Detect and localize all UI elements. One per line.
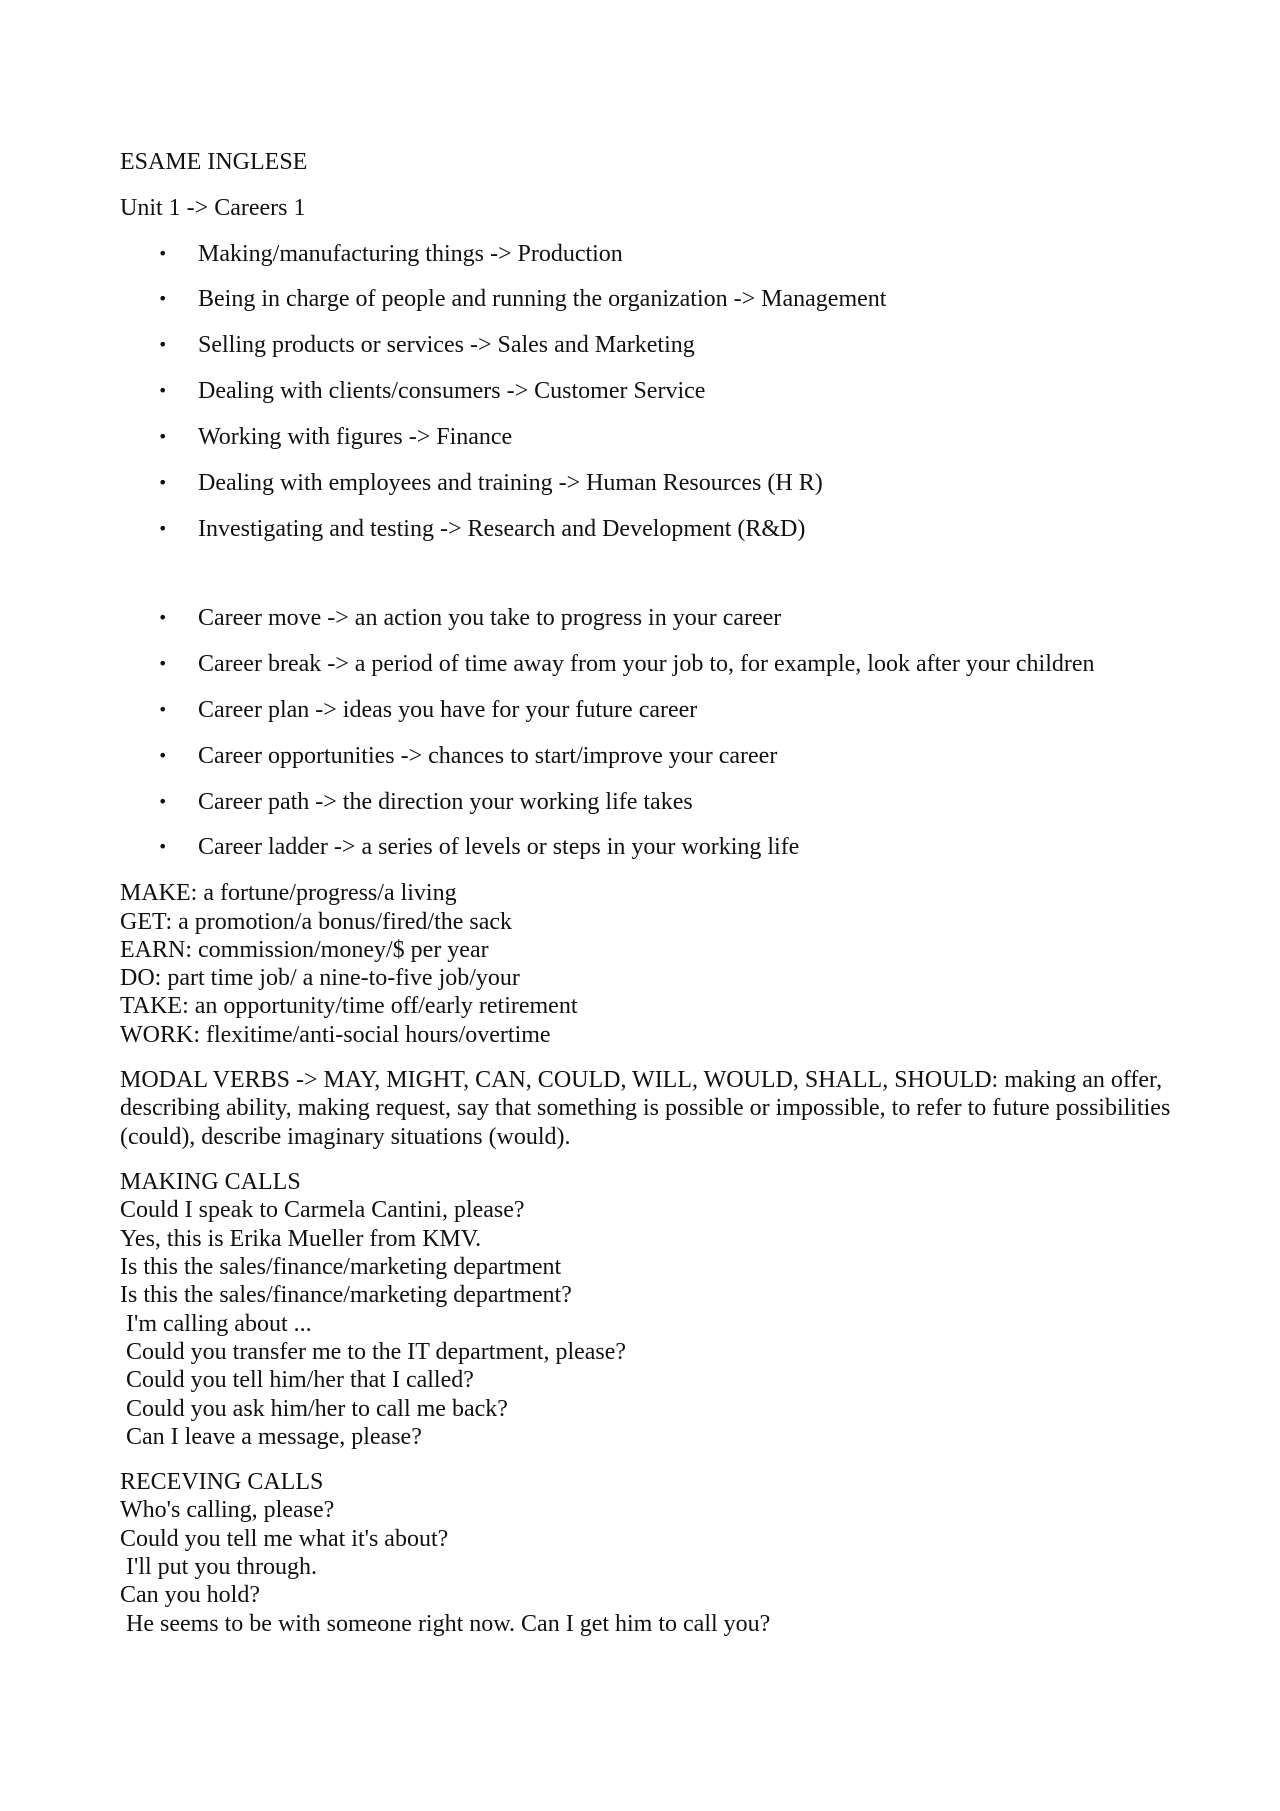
list-item: • Career plan -> ideas you have for your future career [158,696,698,723]
list-item: • Dealing with clients/consumers -> Customer Service [158,378,706,405]
phrase-line: Could you transfer me to the IT department, please? [126,1338,627,1365]
section-heading: RECEVING CALLS [120,1469,324,1496]
section-heading: MAKING CALLS [120,1169,301,1195]
list-item: • Career move -> an action you take to progress in your career [158,605,782,632]
phrase-line: Could you tell me what it's about? [120,1525,449,1552]
list-item: • Career ladder -> a series of levels or steps in your working life [158,834,800,861]
bullet-icon: • [158,654,168,674]
list-item: • Making/manufacturing things -> Production [158,240,623,267]
phrase-line: Who's calling, please? [120,1497,335,1524]
collocations-block [120,879,1280,1049]
list-item: • Selling products or services -> Sales and Marketing [158,332,695,359]
phrase-line: Is this the sales/finance/marketing department? [120,1282,572,1309]
phrase-line: Could I speak to Carmela Cantini, please? [120,1197,525,1224]
bullet-icon: • [158,381,168,401]
bullet-icon: • [158,608,168,628]
phrase-line: I'm calling about ... [126,1310,312,1337]
list-item: • Career path -> the direction your working life takes [158,788,693,815]
list-item: • Being in charge of people and running the organization -> Management [158,286,887,313]
phrase-line: Can I leave a message, please? [126,1423,422,1450]
unit-heading: Unit 1 -> Careers 1 [120,195,306,222]
bullet-icon: • [158,243,168,263]
collocation-line: WORK: flexitime/anti-social hours/overtime [120,1021,551,1048]
spacer [120,560,1280,604]
phrase-line: He seems to be with someone right now. Can I get him to call you? [126,1610,771,1637]
collocation-line: EARN: commission/money/$ per year [120,936,489,963]
bullet-icon: • [158,745,168,765]
bullet-icon: • [158,289,168,309]
collocation-line: DO: part time job/ a nine-to-five job/your [120,965,520,992]
phrase-line: Yes, this is Erika Mueller from KMV. [120,1225,482,1252]
collocation-line: GET: a promotion/a bonus/fired/the sack [120,908,513,935]
list-item: • Career break -> a period of time away from your job to, for example, look after your children [158,651,1095,678]
list-item: • Dealing with employees and training -> Human Resources (H R) [158,469,823,496]
bullet-icon: • [158,837,168,857]
bullet-icon: • [158,335,168,355]
bullet-icon: • [158,472,168,492]
list-item: • Working with figures -> Finance [158,423,513,450]
phrase-line: I'll put you through. [126,1554,317,1581]
receiving-calls-section [120,1468,1280,1638]
modal-verbs-paragraph: MODAL VERBS -> MAY, MIGHT, CAN, COULD, WILL, WOULD, SHALL, SHOULD: making an offer, describing ability, making request, say that something is possible or impossible, to refer to future possibilities (could), describe imaginary situations (would). [120,1067,1171,1150]
phrase-line: Is this the sales/finance/marketing department [120,1253,562,1280]
phrase-line: Could you ask him/her to call me back? [126,1395,508,1422]
phrase-line: Could you tell him/her that I called? [126,1367,474,1394]
bullet-icon: • [158,518,168,538]
document-title: ESAME INGLESE [120,149,308,175]
collocation-line: TAKE: an opportunity/time off/early retirement [120,993,578,1020]
bullet-icon: • [158,426,168,446]
making-calls-section [120,1168,1280,1451]
career-terms-list [120,604,1280,861]
list-item: • Career opportunities -> chances to start/improve your career [158,742,778,769]
collocation-line: MAKE: a fortune/progress/a living [120,880,457,907]
bullet-icon: • [158,699,168,719]
bullet-icon: • [158,791,168,811]
phrase-line: Can you hold? [120,1582,260,1609]
departments-list [120,240,1280,543]
list-item: • Investigating and testing -> Research and Development (R&D) [158,515,806,542]
